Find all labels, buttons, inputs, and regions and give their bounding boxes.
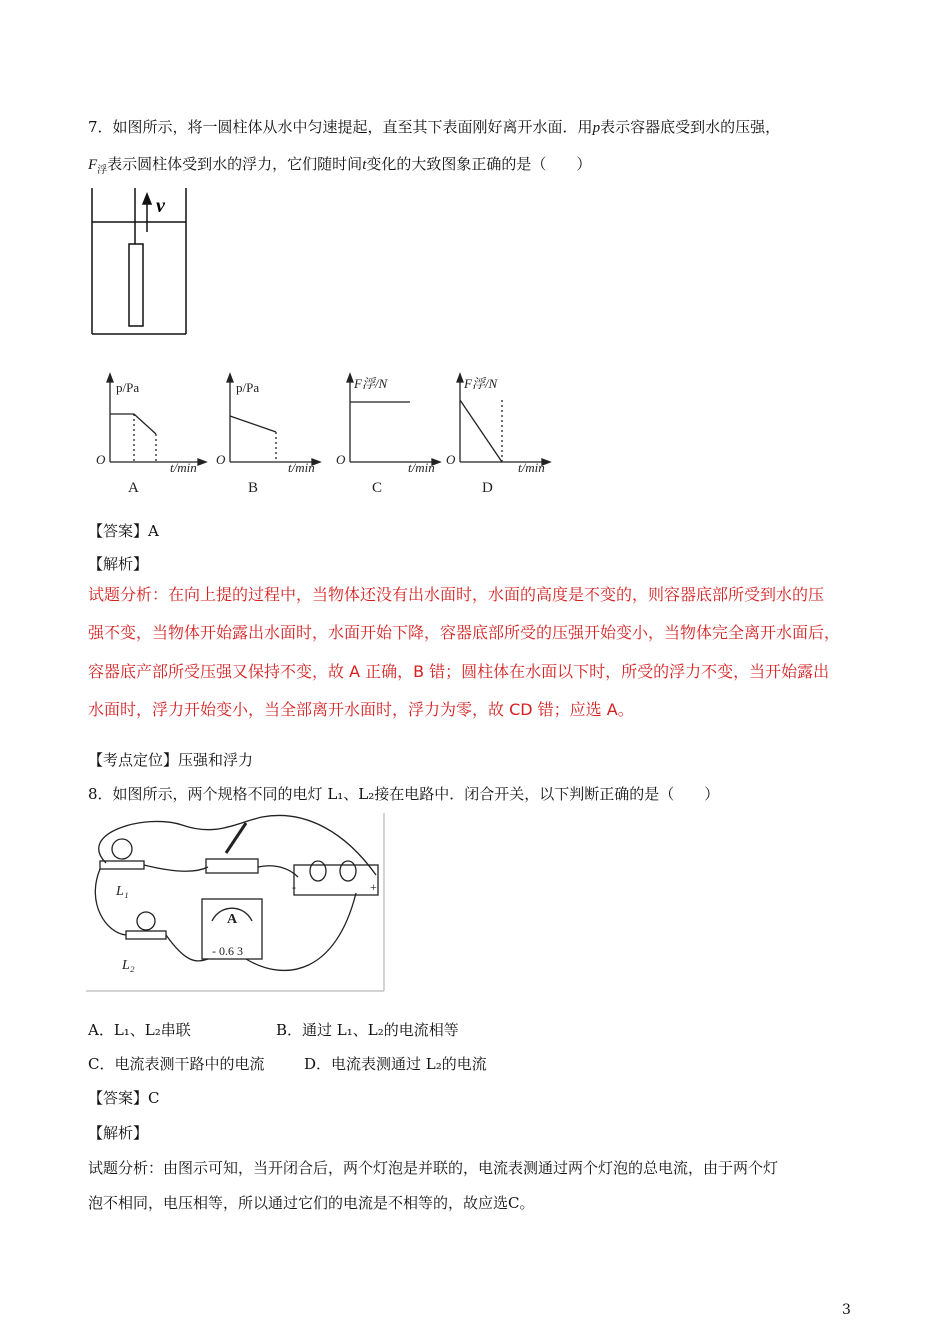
q8-answer: 【答案】C	[88, 1089, 160, 1107]
graph-d-option: D	[482, 480, 493, 496]
q7-kaodian: 【考点定位】压强和浮力	[88, 751, 254, 769]
q8-analysis-line: 试题分析：由图示可知，当开闭合后，两个灯泡是并联的，电流表测通过两个灯泡的总电流，由于两个灯	[88, 1159, 779, 1177]
l1-label: L₁	[116, 884, 129, 899]
q8-stem: 8．如图所示，两个规格不同的电灯 L₁、L₂接在电路中．闭合开关，以下判断正确的是（ ）	[88, 785, 720, 803]
ammeter-label: A	[227, 912, 238, 927]
graph-c-xlabel: t/min	[408, 460, 435, 475]
container-figure	[86, 186, 192, 340]
p-variable: p	[592, 120, 601, 136]
q7-analysis-line: 容器底产部所受压强又保持不变，故 A 正确，B 错；圆柱体在水面以下时，所受的浮力不变，当开始露出	[88, 662, 830, 681]
graph-a-ylabel: p/Pa	[116, 380, 140, 395]
graph-b-xlabel: t/min	[288, 460, 315, 475]
graph-c-origin: O	[336, 452, 346, 467]
q8-option-c: C．电流表测干路中的电流	[88, 1055, 265, 1073]
q7-stem-line2	[88, 153, 591, 182]
f-subscript: 浮	[97, 165, 108, 176]
graph-b-origin: O	[216, 452, 226, 467]
q7-answer: 【答案】A	[88, 522, 159, 540]
q7-stem-end: 变化的大致图象正确的是（ ）	[366, 155, 592, 173]
q7-stem-line1	[88, 116, 780, 139]
battery-minus: -	[292, 880, 296, 894]
q8-option-d: D．电流表测通过 L₂的电流	[304, 1055, 487, 1073]
graph-a-xlabel: t/min	[170, 460, 197, 475]
q8-option-b: B．通过 L₁、L₂的电流相等	[276, 1021, 459, 1039]
l2-label: L₂	[122, 958, 135, 973]
t-variable: t	[362, 157, 367, 173]
graphs-figure	[92, 370, 562, 500]
circuit-figure	[86, 813, 386, 993]
battery-plus: +	[370, 880, 377, 894]
q7-stem-tail: 表示容器底受到水的压强，	[600, 118, 781, 136]
page-number: 3	[842, 1302, 851, 1318]
q7-stem-tail2: 表示圆柱体受到水的浮力，它们随时间	[107, 155, 363, 173]
q7-analysis-head: 【解析】	[88, 555, 149, 573]
graph-c-option: C	[372, 480, 383, 496]
graph-d-xlabel: t/min	[518, 460, 545, 475]
q7-stem-text: 7．如图所示，将一圆柱体从水中匀速提起，直至其下表面刚好离开水面．用	[88, 118, 593, 136]
f-variable: F	[88, 157, 98, 173]
q7-analysis-line: 水面时，浮力开始变小，当全部离开水面时，浮力为零，故 CD 错；应选 A。	[88, 700, 634, 719]
q8-analysis-head: 【解析】	[88, 1124, 149, 1142]
graph-d-origin: O	[446, 452, 456, 467]
ammeter-scale: - 0.6 3	[212, 944, 243, 958]
q7-analysis-line: 强不变，当物体开始露出水面时，水面开始下降，容器底部所受的压强开始变小，当物体完全离开水面后，	[88, 623, 841, 642]
graph-b-ylabel: p/Pa	[236, 380, 260, 395]
graph-a-origin: O	[96, 452, 106, 467]
q7-analysis-line: 试题分析：在向上提的过程中，当物体还没有出水面时，水面的高度是不变的，则容器底部所受到水的压	[88, 585, 825, 604]
graph-b-option: B	[248, 480, 259, 496]
velocity-label: v	[156, 195, 165, 217]
q8-option-a: A．L₁、L₂串联	[88, 1021, 191, 1039]
graph-c-ylabel: F浮/N	[354, 376, 388, 391]
q8-analysis-line: 泡不相同，电压相等，所以通过它们的电流是不相等的，故应选C。	[88, 1194, 535, 1212]
graph-a-option: A	[128, 480, 139, 496]
graph-d-ylabel: F浮/N	[464, 376, 498, 391]
